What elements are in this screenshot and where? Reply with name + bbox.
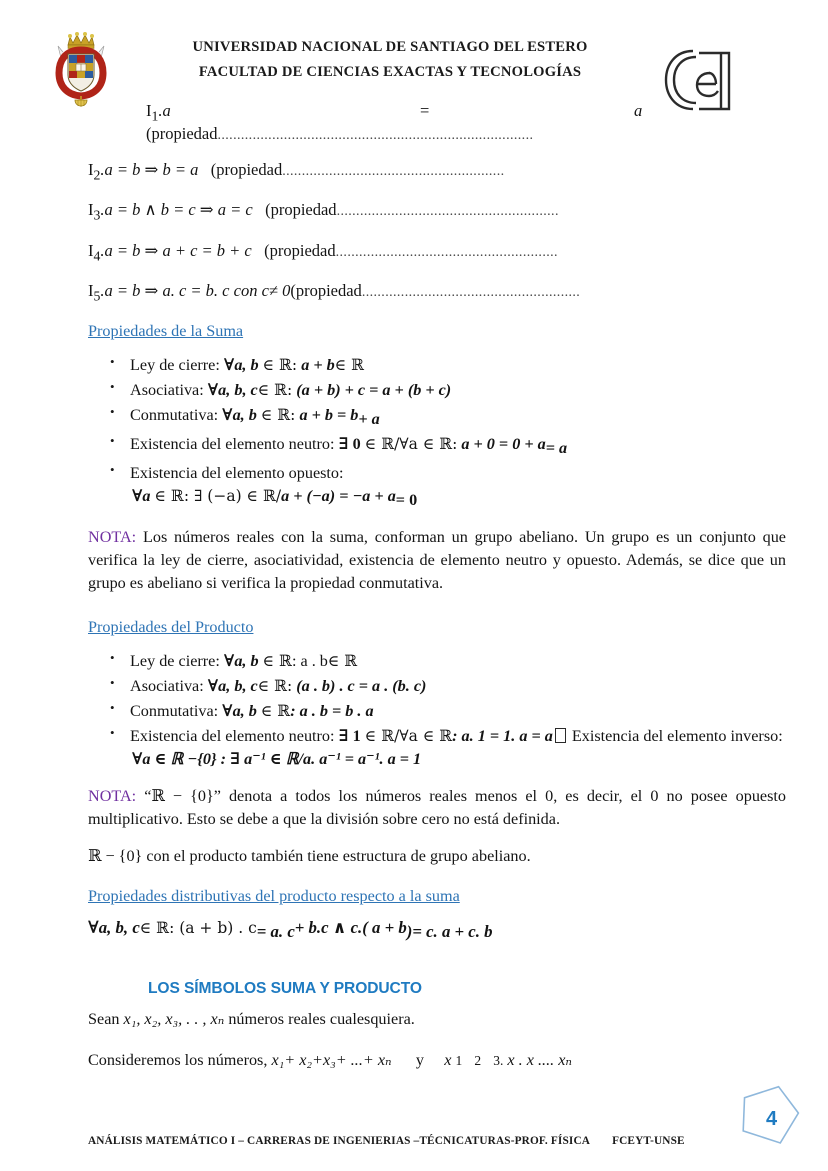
axiom-i1-note: (propiedad: [146, 124, 218, 143]
axiom-i5: $I_5.a = b$ ⇒ a. c = b. c con c≠ 0(propiedad........................................................: [88, 281, 581, 304]
axiom-i5-note: (propiedad: [290, 281, 362, 301]
prop-name: Existencia del elemento neutro:: [130, 434, 335, 453]
producto-properties-list: [0, 650, 828, 771]
prop-name: Existencia del elemento opuesto:: [130, 463, 344, 482]
axiom-i2-note: (propiedad: [210, 159, 283, 179]
nota-text: “ℝ − {0}” denota a todos los números reales menos el 0, es decir, el 0 no posee opuesto multiplicativo. Esto se debe a que la división sobre cero no está definida.: [88, 787, 786, 829]
axiom-i1: [88, 100, 788, 146]
nota-label: NOTA:: [88, 787, 137, 806]
nota-text: Los números reales con la suma, conforman un grupo abeliano. Un grupo es un conjunto que verifica la ley de cierre, asociatividad, existencia de elemento neutro y opuesto. Además, se dice que un grupo es abeliano si verifica la propiedad conmutativa.: [88, 527, 786, 592]
producto-heading-wrap: [0, 617, 828, 638]
axiom-i1-dots: .................................................................................: [217, 128, 534, 143]
axiom-i1-lhs: $I_1.a$: [146, 101, 171, 124]
heading-propiedades-producto: Propiedades del Producto: [88, 617, 254, 636]
axiom-i1-equals: =: [420, 101, 430, 120]
axioms-block: [0, 100, 828, 306]
document-body: [0, 100, 828, 1072]
list-item: • Ley de cierre: ∀a, b ∈ ℝ: a . b∈ ℝ: [130, 650, 788, 673]
footer-institution: FCEYT-UNSE: [612, 1135, 685, 1147]
axiom-i4: $I_4.a = b$ ⇒ a + c = b + c (propiedad.........................................................: [88, 240, 558, 264]
list-item: • Conmutativa: ∀a, b ∈ ℝ: a . b = b . a: [130, 700, 788, 723]
axiom-i2: $I_2.a = b$ ⇒ b = a (propiedad.........................................................: [88, 159, 505, 182]
prop-name: Asociativa:: [130, 380, 204, 399]
suma-properties-list: [0, 354, 828, 512]
nota-producto: [0, 785, 828, 831]
axiom-i3: $I_3.a = b$ ∧ b = c ⇒ a = c (propiedad.........................................................: [88, 200, 559, 223]
page-number: 4: [766, 1108, 778, 1130]
prop-name: Conmutativa:: [130, 702, 219, 721]
prop-name: Asociativa:: [130, 677, 204, 696]
footer-course-line: ANÁLISIS MATEMÁTICO I – CARRERAS DE INGENIERIAS –TÉCNICATURAS-PROF. FÍSICA: [88, 1135, 591, 1147]
axiom-i4-note: (propiedad: [264, 240, 336, 260]
formula-distributiva: ∀a, b, c∈ ℝ: (a + b) . c= a. c+ b.c ∧ c.( a + b)= c. a + c. b: [88, 918, 493, 942]
prop-second-line: ∀a ∈ ℝ −{0} : ∃ a⁻¹ ∈ ℝ/a. a⁻¹ = a⁻¹. a = 1: [132, 750, 422, 769]
prop-name: Ley de cierre:: [130, 652, 220, 671]
list-item: • Asociativa: ∀a, b, c∈ ℝ: (a + b) + c = a + (b + c): [130, 379, 788, 402]
prop-name: Conmutativa:: [130, 405, 219, 424]
axiom-i1-rhs: a: [634, 101, 643, 120]
distributiva-heading-wrap: [0, 886, 828, 907]
nota-suma: [0, 526, 828, 595]
heading-propiedades-distributivas: Propiedades distributivas del producto respecto a la suma: [88, 887, 460, 906]
list-item: • Conmutativa: ∀a, b ∈ ℝ: a + b = b+ a: [130, 404, 788, 431]
suma-heading-wrap: [0, 321, 828, 342]
document-header: [0, 0, 828, 108]
nota-label: NOTA:: [88, 527, 137, 546]
list-item: • Ley de cierre: ∀a, b ∈ ℝ: a + b∈ ℝ: [130, 354, 788, 377]
paragraph-grupo-abeliano: ℝ − {0} con el producto también tiene estructura de grupo abeliano.: [88, 847, 531, 866]
footer-text: [88, 1133, 688, 1151]
prop-name: Ley de cierre:: [130, 355, 220, 374]
list-item: • Existencia del elemento neutro: ∃ 1 ∈ ℝ/∀a ∈ ℝ: a. 1 = 1. a = a Existencia del elemento inverso: ∀a ∈ ℝ −{0} : ∃ a⁻¹ ∈ ℝ/a. a⁻¹ = a⁻¹. a = 1: [130, 725, 788, 771]
heading-propiedades-suma: Propiedades de la Suma: [88, 321, 244, 340]
faculty-name: FACULTAD DE CIENCIAS EXACTAS Y TECNOLOGÍAS: [198, 64, 582, 80]
header-titles: [150, 35, 630, 85]
unknown-glyph-icon: [555, 728, 566, 743]
paragraph-sean-numeros: Sean x₁, x₂, x₃, . . , xₙ números reales cualesquiera.: [88, 1010, 415, 1029]
list-item: • Existencia del elemento opuesto: ∀a ∈ ℝ: ∃ (−a) ∈ ℝ/a + (−a) = −a + a= 0: [130, 462, 788, 512]
list-item: • Existencia del elemento neutro: ∃ 0 ∈ ℝ/∀a ∈ ℝ: a + 0 = 0 + a= a: [130, 433, 788, 460]
university-name: UNIVERSIDAD NACIONAL DE SANTIAGO DEL ESTERO: [192, 39, 588, 55]
axiom-i3-note: (propiedad: [265, 200, 337, 220]
heading-los-simbolos: LOS SÍMBOLOS SUMA Y PRODUCTO: [148, 980, 422, 998]
paragraph-consideremos: Consideremos los números, x₁+ x₂+x₃+ ...+ xₙ y x 1 2 3. x . x .... xₙ: [88, 1051, 572, 1070]
pentagon-page-badge-icon: [738, 1082, 800, 1144]
prop-name: Existencia del elemento neutro:: [130, 727, 335, 746]
prop-tail: Existencia del elemento inverso:: [567, 727, 783, 746]
list-item: • Asociativa: ∀a, b, c∈ ℝ: (a . b) . c = a . (b. c): [130, 675, 788, 698]
